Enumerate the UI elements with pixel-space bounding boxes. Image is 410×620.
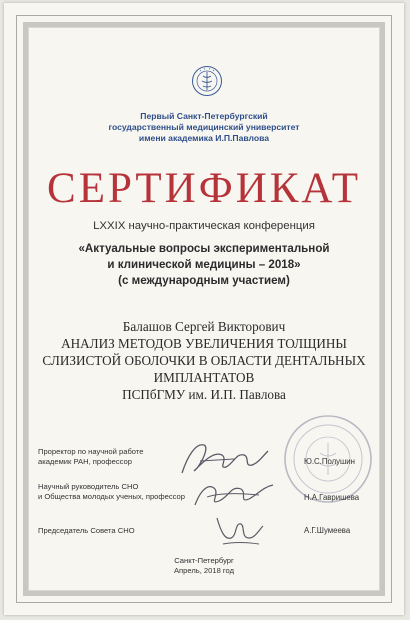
- topic-line-2: СЛИЗИСТОЙ ОБОЛОЧКИ В ОБЛАСТИ ДЕНТАЛЬНЫХ: [42, 353, 366, 368]
- topic-line-1: АНАЛИЗ МЕТОДОВ УВЕЛИЧЕНИЯ ТОЛЩИНЫ: [61, 336, 347, 351]
- university-line-1: Первый Санкт-Петербургский: [140, 111, 268, 121]
- signature-3-name: А.Г.Шумеева: [304, 526, 351, 535]
- university-emblem-icon: [191, 65, 223, 97]
- footer: [4, 556, 404, 576]
- certificate-title: СЕРТИФИКАТ: [47, 165, 361, 212]
- signature-1-role-line-1: Проректор по научной работе: [38, 447, 144, 456]
- signature-2-name: Н.А.Гавришева: [304, 493, 360, 502]
- topic-line-3: ИМПЛАНТАТОВ: [153, 370, 255, 385]
- signature-2-role-line-2: и Общества молодых ученых, профессор: [38, 492, 185, 501]
- conference-line: LXXIX научно-практическая конференция: [93, 220, 315, 232]
- conference-title-line-2: и клинической медицины – 2018»: [107, 258, 301, 271]
- signature-3-role: [38, 526, 135, 536]
- footer-city: Санкт-Петербург: [174, 556, 234, 565]
- conference-title-line-3: (с международным участием): [118, 274, 290, 287]
- certificate-paper: [4, 3, 404, 615]
- footer-date: Апрель, 2018 год: [173, 566, 235, 575]
- signature-2-role: [38, 482, 185, 502]
- university-name: [4, 111, 404, 144]
- signature-3-role-line-1: Председатель Совета СНО: [38, 526, 135, 535]
- university-line-3: имени академика И.П.Павлова: [138, 133, 270, 143]
- university-line-2: государственный медицинский университет: [108, 122, 300, 132]
- affiliation: ПСПбГМУ им. И.П. Павлова: [122, 387, 286, 402]
- participant-name: Балашов Сергей Викторович: [122, 319, 286, 334]
- signature-2-role-line-1: Научный руководитель СНО: [38, 482, 139, 491]
- signature-1-role-line-2: академик РАН, профессор: [38, 457, 132, 466]
- signature-3-handwriting: [209, 508, 269, 550]
- signature-1-name: Ю.С.Полушин: [304, 457, 355, 466]
- conference-title-line-1: «Актуальные вопросы экспериментальной: [78, 242, 330, 255]
- signature-1-role: [38, 447, 143, 467]
